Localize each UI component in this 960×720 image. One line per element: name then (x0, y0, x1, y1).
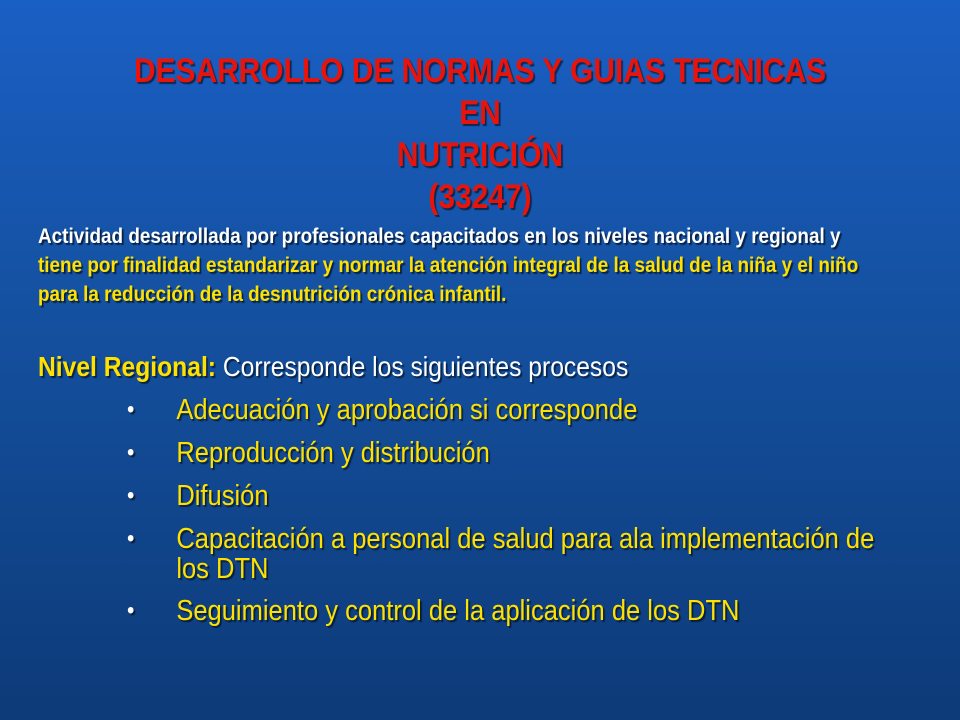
bullet-icon: • (127, 396, 135, 423)
intro-text-white: Actividad desarrollada por profesionales capacitados en los niveles nacional y regional y (38, 225, 841, 248)
level-heading (38, 350, 628, 384)
list-item (120, 596, 877, 626)
list-item-text: Seguimiento y control de la aplicación de los DTN (176, 595, 740, 627)
title-line-2: NUTRICIÓN (396, 136, 564, 174)
list-item (120, 524, 877, 584)
slide-title (110, 50, 849, 218)
title-line-3: (33247) (428, 178, 532, 216)
list-item-text: Reproducción y distribución (176, 437, 490, 469)
intro-paragraph (38, 222, 866, 309)
list-item (120, 438, 877, 468)
title-line-1: DESARROLLO DE NORMAS Y GUIAS TECNICAS EN (133, 52, 827, 132)
intro-text-yellow: tiene por finalidad estandarizar y normar la atención integral de la salud de la niña y el niño para la reducción de la desnutrición crónica infantil. (38, 254, 859, 306)
level-label: Nivel Regional: (38, 351, 216, 382)
list-item-text: Adecuación y aprobación si corresponde (176, 394, 638, 426)
list-item-text: Capacitación a personal de salud para ala implementación de los DTN (176, 523, 875, 585)
list-item-text: Difusión (176, 480, 269, 512)
level-text: Corresponde los siguientes procesos (222, 351, 629, 382)
list-item (120, 395, 877, 425)
list-item (120, 481, 877, 511)
process-list (120, 395, 877, 626)
bullet-icon: • (127, 525, 135, 552)
bullet-icon: • (127, 482, 135, 509)
bullet-icon: • (127, 439, 135, 466)
bullet-icon: • (127, 597, 135, 624)
